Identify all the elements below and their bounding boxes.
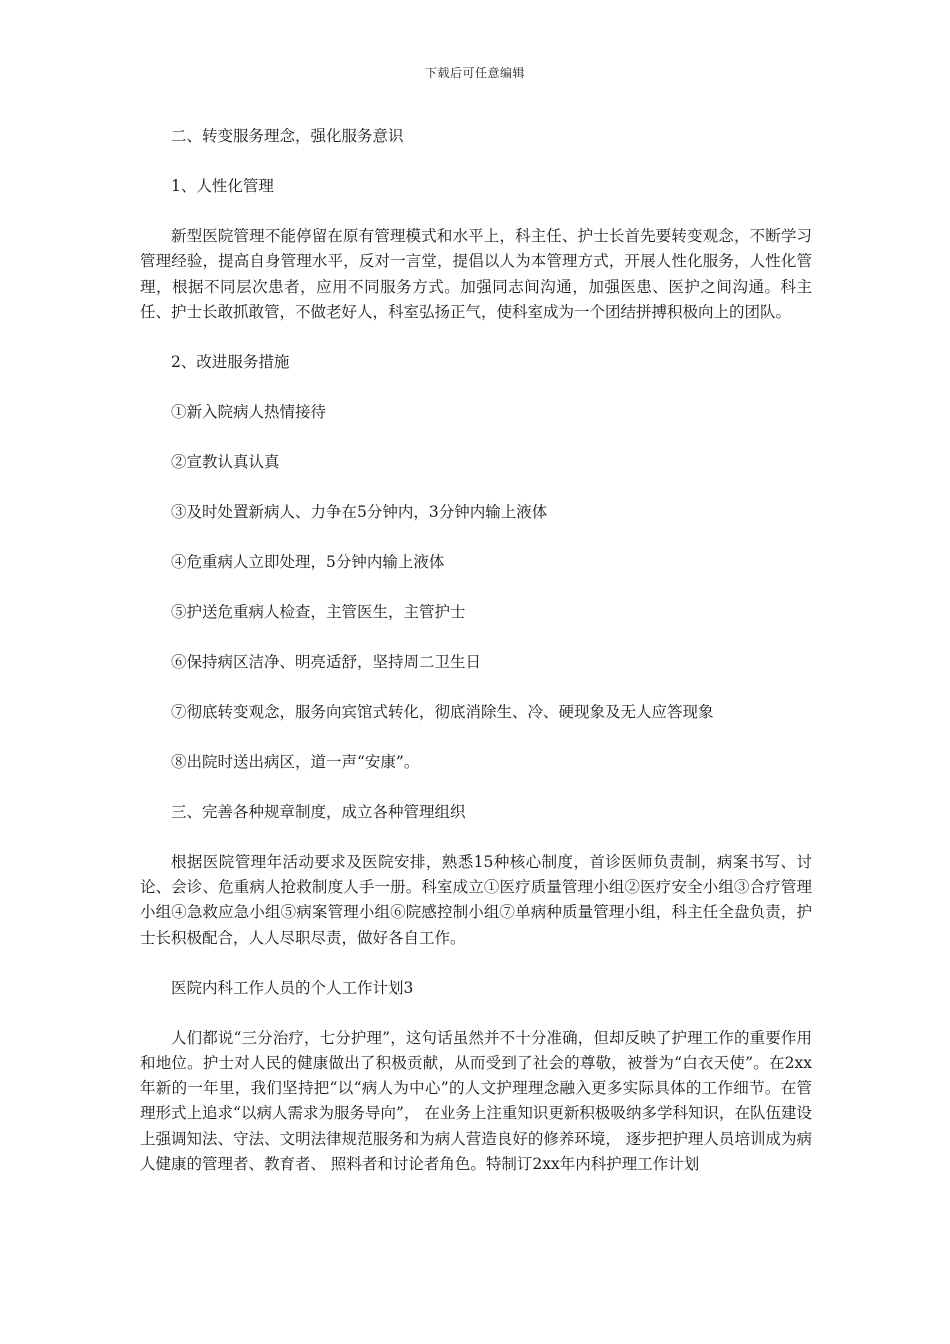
paragraph-nursing-plan: 人们都说“三分治疗，七分护理”，这句话虽然并不十分准确，但却反映了护理工作的重要作用和地位。护士对人民的健康做出了积极贡献，从而受到了社会的尊敬，被誉为“白衣天使”。在2xx年新的一年里，我们坚持把“以“病人为中心”的人文护理理念融入更多实际具体的工作细节。在管理形式上追求“以病人需求为服务导向”， 在业务上注重知识更新积极吸纳多学科知识，在队伍建设上强调知法、守法、文明法律规范服务和为病人营造良好的修养环境， 逐步把护理人员培训成为病人健康的管理者、教育者、 照料者和讨论者角色。特制订2xx年内科护理工作计划 [140, 1028, 812, 1174]
list-item-1: ①新入院病人热情接待 [171, 402, 327, 421]
list-item-4: ④危重病人立即处理，5分钟内输上液体 [171, 552, 445, 571]
subsection-heading-2: 2、改进服务措施 [171, 352, 290, 371]
list-item-6: ⑥保持病区洁净、明亮适舒，坚持周二卫生日 [171, 652, 482, 671]
section-heading-2: 二、转变服务理念，强化服务意识 [171, 127, 404, 145]
list-item-7: ⑦彻底转变观念，服务向宾馆式转化，彻底消除生、冷、硬现象及无人应答现象 [171, 702, 714, 721]
list-item-2: ②宣教认真认真 [171, 452, 280, 471]
paragraph-humanized-management: 新型医院管理不能停留在原有管理模式和水平上，科主任、护士长首先要转变观念，不断学习管理经验，提高自身管理水平，反对一言堂，提倡以人为本管理方式，开展人性化服务，人性化管理，根据不同层次患者，应用不同服务方式。加强同志间沟通，加强医患、医护之间沟通。科主任、护士长敢抓敢管，不做老好人，科室弘扬正气，使科室成为一个团结拼搏积极向上的团队。 [140, 226, 812, 321]
page-header-note: 下载后可任意编辑 [424, 66, 525, 80]
section-heading-3: 三、完善各种规章制度，成立各种管理组织 [171, 802, 466, 821]
paragraph-regulations: 根据医院管理年活动要求及医院安排，熟悉15种核心制度，首诊医师负责制，病案书写、讨论、会诊、危重病人抢救制度人手一册。科室成立①医疗质量管理小组②医疗安全小组③合疗管理小组④急救应急小组⑤病案管理小组⑥院感控制小组⑦单病种质量管理小组，科主任全盘负责，护士长积极配合，人人尽职尽责，做好各自工作。 [140, 852, 812, 947]
document-body [140, 124, 812, 1202]
list-item-3: ③及时处置新病人、力争在5分钟内，3分钟内输上液体 [171, 502, 548, 521]
subsection-heading-1: 1、人性化管理 [171, 176, 274, 195]
plan-title-3: 医院内科工作人员的个人工作计划3 [171, 978, 414, 997]
list-item-8: ⑧出院时送出病区，道一声“安康”。 [171, 752, 420, 771]
list-item-5: ⑤护送危重病人检查，主管医生，主管护士 [171, 602, 466, 621]
